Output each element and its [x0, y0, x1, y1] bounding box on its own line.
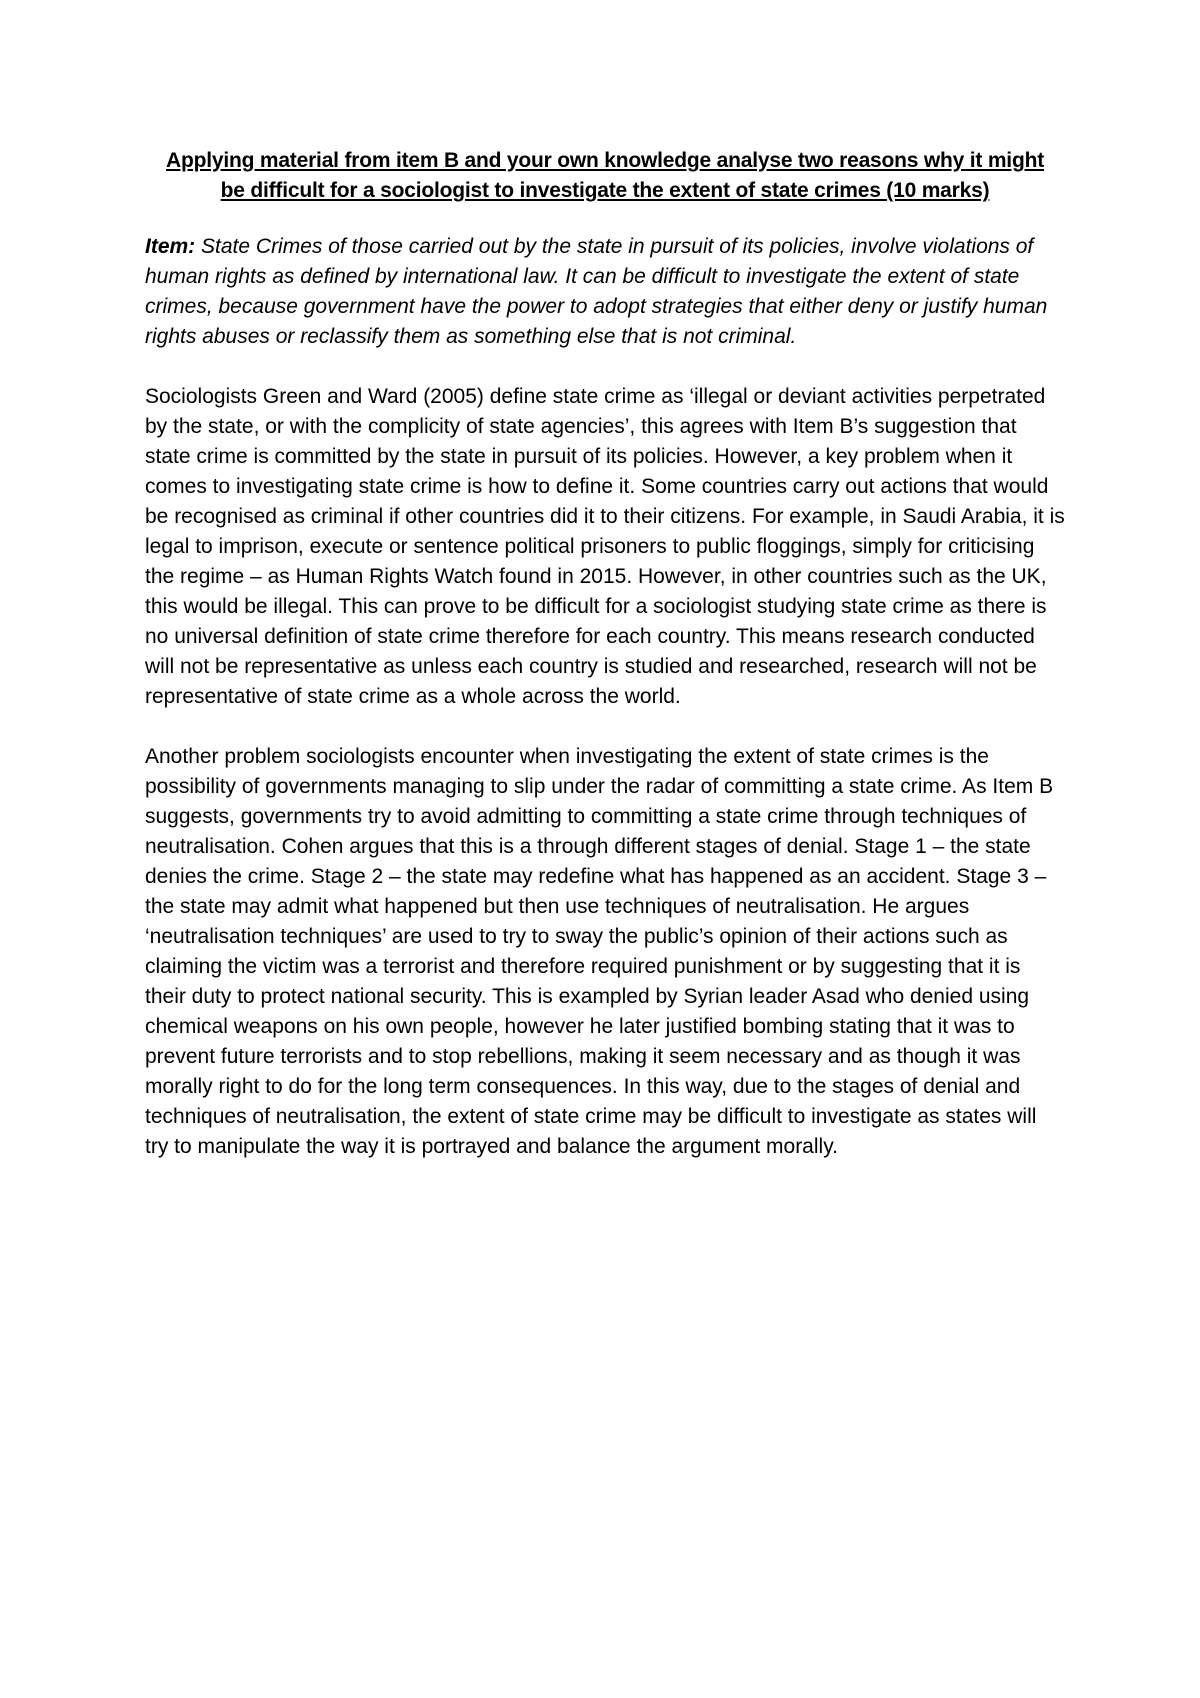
item-b-excerpt	[145, 232, 1065, 352]
answer-paragraph-1: Sociologists Green and Ward (2005) define state crime as ‘illegal or deviant activities perpetrated by the state, or with the complicity of state agencies’, this agrees with Item B’s suggestion that state crime is committed by the state in pursuit of its policies. However, a key problem when it comes to investigating state crime is how to define it. Some countries carry out actions that would be recognised as criminal if other countries did it to their citizens. For example, in Saudi Arabia, it is legal to imprison, execute or sentence political prisoners to public floggings, simply for criticising the regime – as Human Rights Watch found in 2015. However, in other countries such as the UK, this would be illegal. This can prove to be difficult for a sociologist studying state crime as there is no universal definition of state crime therefore for each country. This means research conducted will not be representative as unless each country is studied and researched, research will not be representative of state crime as a whole across the world.	[145, 385, 1065, 708]
document-body	[145, 146, 1065, 1192]
question-title	[145, 146, 1065, 206]
question-title-line-2: be difficult for a sociologist to investigate the extent of state crimes (10 marks)	[220, 179, 990, 202]
question-title-line-1: Applying material from item B and your own knowledge analyse two reasons why it might	[166, 149, 1044, 172]
answer-paragraph-2: Another problem sociologists encounter when investigating the extent of state crimes is the possibility of governments managing to slip under the radar of committing a state crime. As Item B suggests, governments try to avoid admitting to committing a state crime through techniques of neutralisation. Cohen argues that this is a through different stages of denial. Stage 1 – the state denies the crime. Stage 2 – the state may redefine what has happened as an accident. Stage 3 – the state may admit what happened but then use techniques of neutralisation. He argues ‘neutralisation techniques’ are used to try to sway the public’s opinion of their actions such as claiming the victim was a terrorist and therefore required punishment or by suggesting that it is their duty to protect national security. This is exampled by Syrian leader Asad who denied using chemical weapons on his own people, however he later justified bombing stating that it was to prevent future terrorists and to stop rebellions, making it seem necessary and as though it was morally right to do for the long term consequences. In this way, due to the stages of denial and techniques of neutralisation, the extent of state crime may be difficult to investigate as states will try to manipulate the way it is portrayed and balance the argument morally.	[145, 745, 1054, 1158]
item-label: Item:	[145, 235, 196, 258]
item-text: State Crimes of those carried out by the state in pursuit of its policies, involve violations of human rights as defined by international law. It can be difficult to investigate the extent of state crimes, because government have the power to adopt strategies that either deny or justify human rights abuses or reclassify them as something else that is not criminal.	[145, 235, 1048, 348]
